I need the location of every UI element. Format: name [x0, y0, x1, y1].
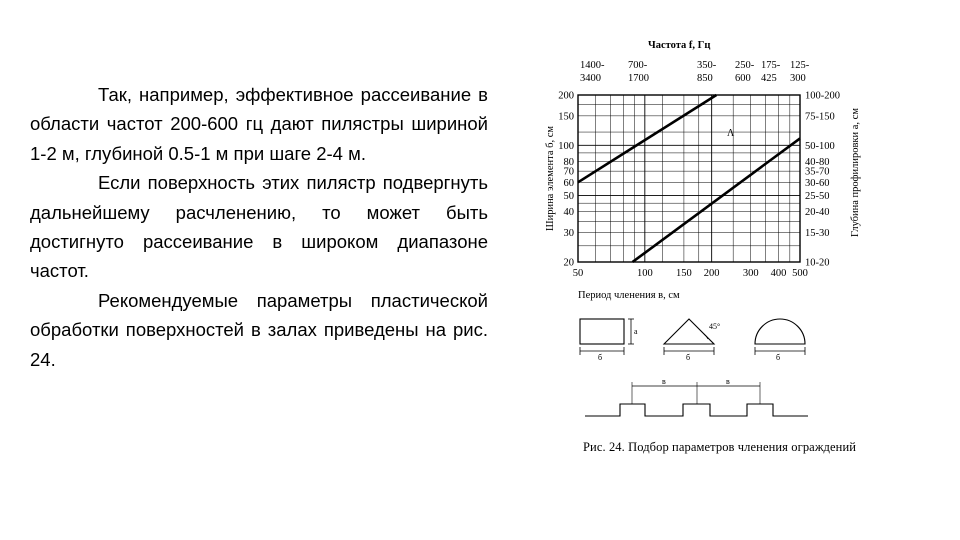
x-tick-label: 200 [703, 268, 720, 279]
paragraph-3-text: Рекомендуемые параметры пластической обработки поверхностей в залах приведены на рис. 24. [30, 289, 488, 370]
series-line-1 [578, 95, 716, 182]
y-tick-label: 20 [563, 257, 574, 269]
pilaster-profile [585, 382, 808, 416]
x-tick-label: 500 [792, 268, 808, 279]
y-tick-label: 40 [563, 207, 574, 219]
x-tick-label: 50 [572, 268, 584, 279]
profile-semicircle [755, 319, 805, 355]
profile-triangle [664, 319, 714, 355]
top-tick-label-line1: 700- [628, 60, 648, 71]
y-tick-label: 80 [563, 156, 574, 168]
x-tick-label: 300 [742, 268, 759, 279]
y-axis-label-left: Ширина элемента б, см [545, 125, 556, 232]
label-width-b-rect: б [598, 353, 603, 362]
right-tick-label: 15-30 [805, 228, 830, 240]
figure-caption: Рис. 24. Подбор параметров членения ограждений [583, 440, 857, 454]
label-angle: 45° [709, 322, 721, 331]
top-tick-label-line2: 850 [697, 73, 713, 84]
y-axis-label-right: Глубина профилировки а, см [850, 108, 861, 237]
paragraph-1-text: Так, например, эффективное рассеивание в области частот 200-600 гц дают пилястры шириной 1-2 м, глубиной 0.5-1 м при шаге 2-4 м. [30, 84, 488, 164]
y-tick-label: 30 [563, 228, 574, 240]
y-tick-label: 70 [563, 166, 574, 178]
top-tick-label-line2: 3400 [580, 73, 601, 84]
top-tick-label-line2: 1700 [628, 73, 649, 84]
right-tick-label: 40-80 [805, 156, 830, 168]
chart-grid [578, 95, 800, 262]
y-tick-label: 200 [558, 90, 574, 102]
top-tick-label-line1: 1400- [580, 60, 605, 71]
label-width-b-triangle: б [686, 353, 691, 362]
paragraph-2-text: Если поверхность этих пилястр подвергнуть дальнейшему расчленению, то может быть достигнуто рассеивание в широком диапазоне частот. [30, 172, 488, 282]
top-tick-label-line1: 175- [761, 60, 781, 71]
right-tick-label: 30-60 [805, 177, 830, 189]
y-tick-label: 60 [563, 177, 574, 189]
right-tick-label: 20-40 [805, 207, 830, 219]
x-tick-label: 400 [770, 268, 787, 279]
chart-title: Частота f, Гц [648, 40, 711, 51]
right-tick-label: 25-50 [805, 191, 830, 203]
y-tick-label: 50 [563, 191, 574, 203]
top-tick-label-line1: 350- [697, 60, 717, 71]
plot-frame [578, 95, 800, 262]
nomogram-chart [545, 40, 861, 301]
right-tick-label: 50-100 [805, 140, 835, 152]
label-period-v-1: в [662, 377, 666, 386]
x-axis-label: Период членения в, см [578, 290, 680, 301]
label-period-v-2: в [726, 377, 730, 386]
right-tick-label: 100-200 [805, 90, 840, 102]
curve-marker: Λ [727, 128, 735, 139]
right-tick-label: 35-70 [805, 166, 830, 178]
right-tick-label: 10-20 [805, 257, 830, 269]
label-depth-a: а [634, 327, 638, 336]
right-tick-label: 75-150 [805, 111, 835, 123]
label-width-b-semicircle: б [776, 353, 781, 362]
top-tick-label-line2: 300 [790, 73, 806, 84]
x-tick-label: 150 [676, 268, 692, 279]
top-tick-label-line1: 125- [790, 60, 810, 71]
x-tick-label: 100 [636, 268, 653, 279]
series-line-2 [633, 138, 801, 262]
profile-rectangle [580, 319, 634, 355]
y-tick-label: 150 [558, 111, 574, 123]
chart-series [578, 95, 800, 262]
top-tick-label-line1: 250- [735, 60, 755, 71]
y-tick-label: 100 [558, 140, 574, 152]
top-tick-label-line2: 600 [735, 73, 751, 84]
top-tick-label-line2: 425 [761, 73, 777, 84]
